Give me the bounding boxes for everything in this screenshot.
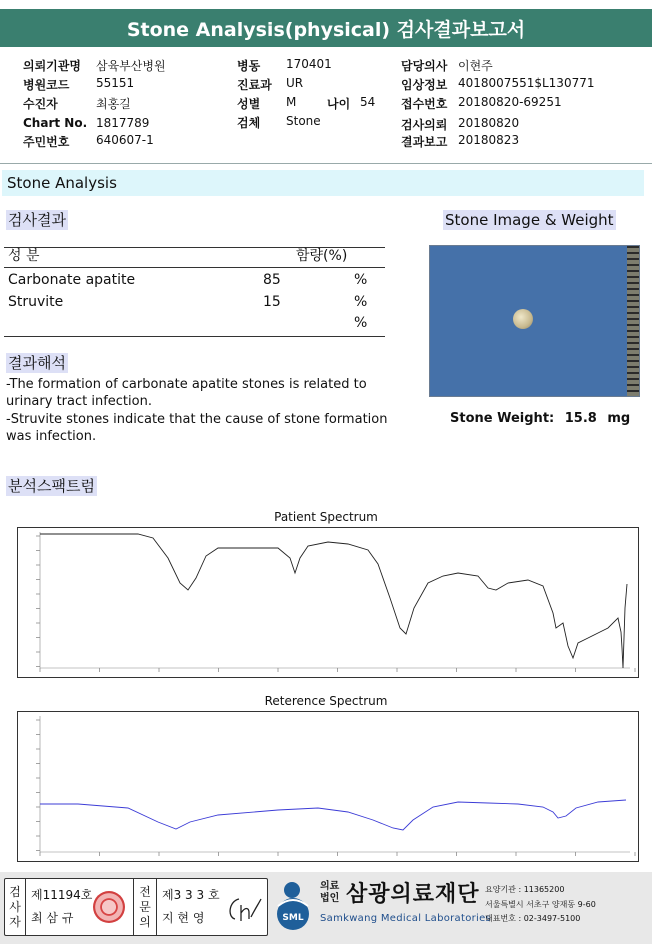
examiner-id: 제11194호 [31, 888, 93, 902]
info-label: 병동 [237, 59, 261, 73]
reference-spectrum-title: Reterence Spectrum [264, 694, 388, 708]
table-cell-unit: % [354, 272, 368, 288]
stone-photo [429, 245, 640, 397]
sml-logo-icon [272, 880, 314, 932]
info-value: 20180823 [458, 133, 520, 147]
info-value: 55151 [96, 76, 135, 90]
info-label: 진료과 [237, 78, 272, 92]
table-cell-value: 15 [263, 294, 281, 310]
image-heading: Stone Image & Weight [445, 211, 614, 229]
info-label: 담당의사 [401, 59, 448, 73]
axis-line [40, 532, 630, 668]
info-label: 검사의뢰 [401, 118, 448, 132]
info-label: 결과보고 [401, 135, 448, 149]
patient-spectrum-trace [40, 534, 627, 668]
table-rule [4, 336, 385, 337]
table-cell-unit: % [354, 294, 368, 310]
info-value: 20180820 [458, 116, 520, 130]
info-label: 접수번호 [401, 97, 448, 111]
info-value: 최홍길 [96, 97, 131, 111]
specialist-label: 전문의 [139, 885, 151, 929]
info-value: 삼육부산병원 [96, 59, 166, 73]
signature-box [4, 878, 268, 936]
reference-spectrum-trace [40, 800, 626, 830]
report-title: Stone Analysis(physical) 검사결과보고서 [0, 9, 652, 47]
info-label: Chart No. [23, 116, 88, 130]
info-value: 4018007551$L130771 [458, 76, 595, 90]
stone [513, 309, 533, 329]
stone-weight-value: 15.8 [564, 411, 597, 426]
interpretation-line: -Struvite stones indicate that the cause of stone formation was infection. [6, 412, 388, 444]
info-label: 의뢰기관명 [23, 59, 81, 73]
info-value: UR [286, 76, 304, 90]
patient-spectrum-title: Patient Spectrum [274, 510, 378, 524]
info-label: 병원코드 [23, 78, 70, 92]
info-value: M [286, 95, 297, 109]
lab-prefix-1: 의료 [320, 881, 340, 892]
facility-code: 요양기관 : 11365200 [485, 885, 565, 894]
lab-name-en: Samkwang Medical Laboratories [320, 913, 492, 924]
patient-spectrum [17, 527, 639, 678]
info-label: 나이 [327, 97, 351, 111]
info-value: 1817789 [96, 116, 150, 130]
table-header-amount: 함량(%) [296, 248, 348, 264]
info-value: 20180820-69251 [458, 95, 562, 109]
reference-spectrum-plot [18, 712, 638, 861]
info-value: 170401 [286, 57, 332, 71]
lab-name: 삼광의료재단 [346, 882, 480, 907]
spectrum-axes [36, 716, 635, 856]
info-label: 주민번호 [23, 135, 70, 149]
divider [0, 163, 652, 164]
table-rule [4, 267, 385, 268]
info-label: 임상정보 [401, 78, 448, 92]
patient-spectrum-plot [18, 528, 638, 677]
signature-icon [225, 895, 263, 925]
phone: 대표번호 : 02-3497-5100 [485, 914, 581, 923]
info-value: 54 [360, 95, 376, 109]
info-value: Stone [286, 114, 321, 128]
patient-info [0, 55, 652, 160]
logo-text: SML [282, 913, 304, 923]
table-cell-unit: % [354, 315, 368, 331]
results-heading: 검사결과 [8, 211, 66, 229]
specialist-name: 지 현 영 [162, 911, 205, 925]
info-value: 640607-1 [96, 133, 154, 147]
section-heading: Stone Analysis [2, 170, 644, 196]
examiner-label: 검사자 [9, 885, 21, 929]
reference-spectrum [17, 711, 639, 862]
table-header-component: 성 분 [8, 248, 40, 264]
table-cell-component: Carbonate apatite [8, 272, 136, 288]
lab-prefix [320, 881, 339, 905]
info-label: 수진자 [23, 97, 58, 111]
examiner-name: 최 삼 규 [31, 911, 74, 925]
stone-weight-label: Stone Weight: [450, 411, 555, 426]
interpretation-line: -The formation of carbonate apatite stones is related to urinary tract infection. [6, 377, 367, 409]
table-cell-component: Struvite [8, 294, 64, 310]
info-label: 검체 [237, 116, 261, 130]
specialist-id: 제3 3 3 호 [162, 888, 220, 902]
info-label: 성별 [237, 97, 261, 111]
lab-prefix-2: 법인 [320, 893, 340, 904]
spectrum-heading: 분석스팩트럼 [8, 477, 95, 495]
address: 서울특별시 서초구 양재동 9-60 [485, 900, 596, 909]
footer [0, 872, 652, 944]
ruler [627, 246, 639, 396]
stone-weight [450, 411, 630, 426]
spectrum-axes [36, 532, 635, 672]
interpretation-heading: 결과해석 [8, 354, 66, 372]
examiner-seal [93, 891, 125, 923]
table-cell-value: 85 [263, 272, 281, 288]
axis-line [40, 716, 630, 852]
info-value: 이현주 [458, 59, 493, 73]
stone-weight-unit: mg [607, 411, 631, 426]
